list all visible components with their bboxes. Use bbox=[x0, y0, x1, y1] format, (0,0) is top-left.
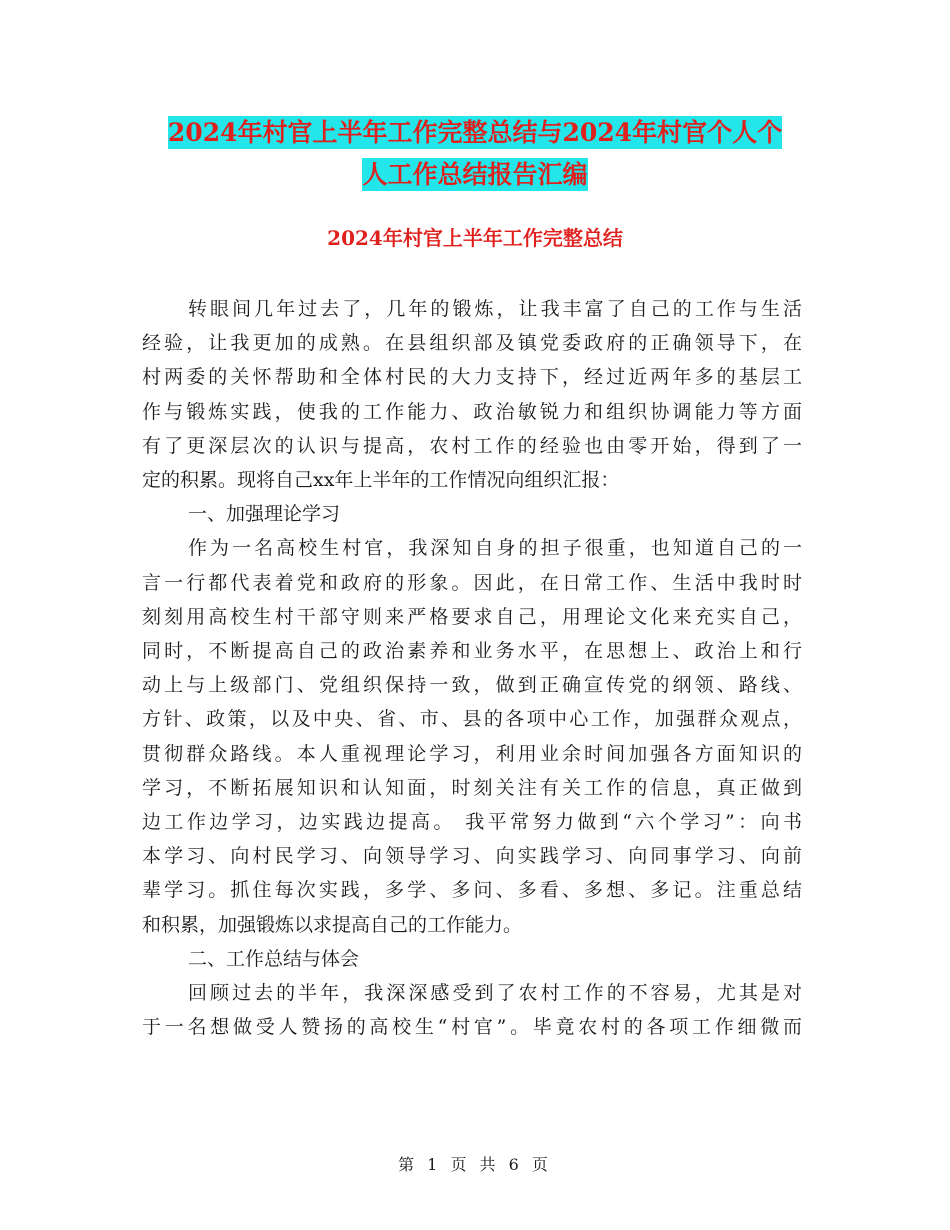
body-line: 作为一名高校生村官，我深知自身的担子很重，也知道自己的一 bbox=[188, 537, 802, 560]
body-line: 边工作边学习，边实践边提高。 我平常努力做到“六个学习”：向书 bbox=[142, 811, 802, 834]
title-highlight-1: 2024年村官上半年工作完整总结与2024年村官个人个 bbox=[167, 118, 783, 147]
body-line: 作与锻炼实践，使我的工作能力、政治敏锐力和组织协调能力等方面 bbox=[142, 400, 802, 423]
body-line: 同时，不断提高自己的政治素养和业务水平，在思想上、政治上和行 bbox=[142, 640, 802, 663]
body-line: 刻刻用高校生村干部守则来严格要求自己，用理论文化来充实自己， bbox=[142, 605, 802, 628]
document-title-line-2 bbox=[0, 153, 950, 197]
title-highlight-2: 人工作总结报告汇编 bbox=[362, 160, 588, 189]
body-line: 于一名想做受人赞扬的高校生“村官”。毕竟农村的各项工作细微而 bbox=[142, 1016, 802, 1039]
page-number-footer: 第 1 页 共 6 页 bbox=[398, 1155, 552, 1174]
body-line: 辈学习。抓住每次实践，多学、多问、多看、多想、多记。注重总结 bbox=[142, 879, 802, 902]
body-line: 和积累，加强锻炼以求提高自己的工作能力。 bbox=[142, 913, 523, 936]
document-body bbox=[142, 292, 802, 1044]
subheading-2: 二、工作总结与体会 bbox=[188, 947, 360, 970]
body-line: 有了更深层次的认识与提高，农村工作的经验也由零开始，得到了一 bbox=[142, 434, 802, 457]
body-line: 学习，不断拓展知识和认知面，时刻关注有关工作的信息，真正做到 bbox=[142, 776, 802, 799]
body-line: 动上与上级部门、党组织保持一致，做到正确宣传党的纲领、路线、 bbox=[142, 674, 802, 697]
body-line: 言一行都代表着党和政府的形象。因此，在日常工作、生活中我时时 bbox=[142, 571, 802, 594]
body-line: 转眼间几年过去了，几年的锻炼，让我丰富了自己的工作与生活 bbox=[188, 298, 802, 320]
document-title-line-1 bbox=[0, 111, 950, 155]
body-line: 本学习、向村民学习、向领导学习、向实践学习、向同事学习、向前 bbox=[142, 845, 802, 868]
body-line: 方针、政策，以及中央、省、市、县的各项中心工作，加强群众观点， bbox=[142, 708, 802, 731]
subheading-1: 一、加强理论学习 bbox=[188, 503, 341, 526]
body-line: 贯彻群众路线。本人重视理论学习，利用业余时间加强各方面知识的 bbox=[142, 742, 802, 765]
section-title: 2024年村官上半年工作完整总结 bbox=[327, 226, 623, 250]
body-line: 经验，让我更加的成熟。在县组织部及镇党委政府的正确领导下，在 bbox=[142, 332, 802, 355]
body-line: 村两委的关怀帮助和全体村民的大力支持下，经过近两年多的基层工 bbox=[142, 366, 802, 389]
body-line: 定的积累。现将自己xx年上半年的工作情况向组织汇报： bbox=[142, 469, 620, 492]
body-line: 回顾过去的半年，我深深感受到了农村工作的不容易，尤其是对 bbox=[188, 982, 802, 1005]
